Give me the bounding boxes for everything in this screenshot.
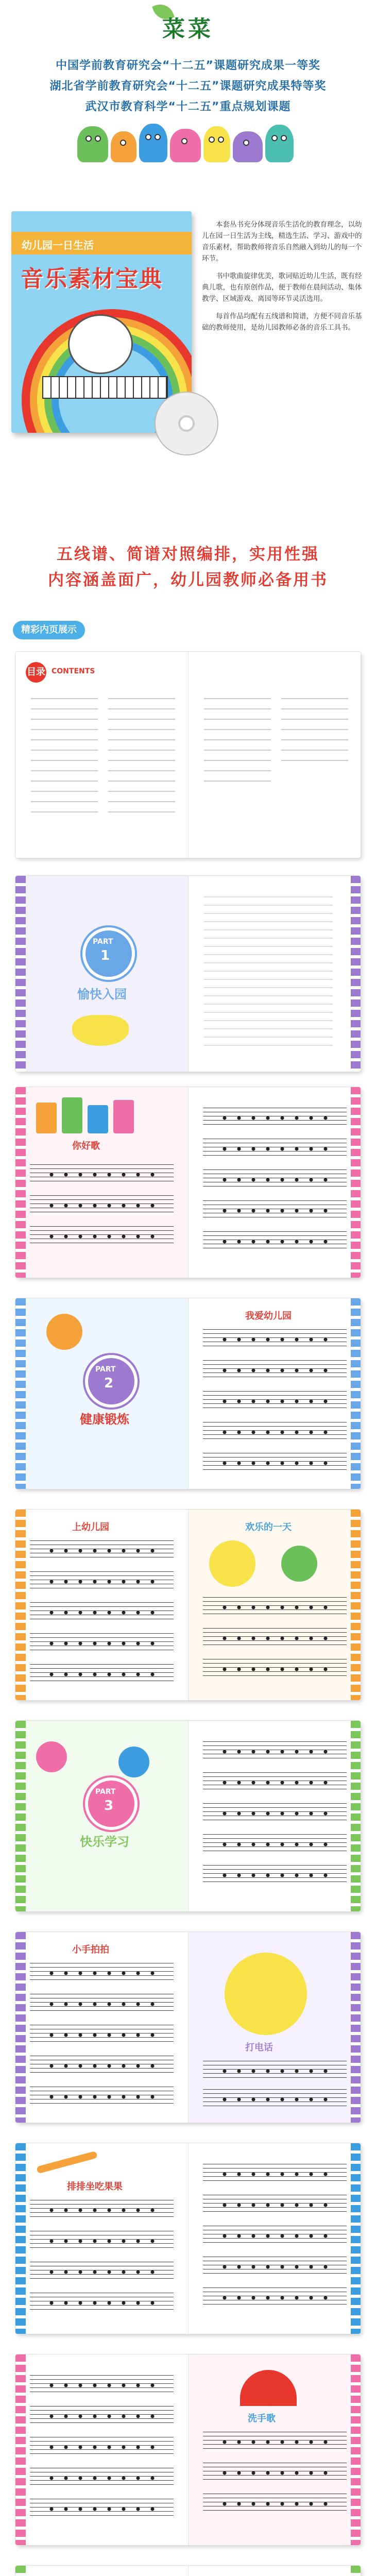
song-title: 排排坐吃果果	[67, 2181, 123, 2192]
part-title: 愉快入园	[77, 987, 127, 1002]
toc-heading: 目录	[26, 662, 46, 683]
spread-song6	[15, 2566, 361, 2576]
song-title: 上幼儿园	[72, 1522, 109, 1533]
part-title: 健康锻炼	[80, 1412, 129, 1427]
section-tag: 精彩内页展示	[13, 621, 85, 639]
spread-song5	[15, 2354, 361, 2545]
spread-part3	[15, 1721, 361, 1911]
song-title: 欢乐的一天	[245, 1522, 292, 1533]
song-title: 小手拍拍	[72, 1944, 109, 1955]
spread-toc	[15, 652, 361, 858]
song-title: 洗手歌	[248, 2413, 276, 2424]
description-paragraph: 每首作品均配有五线谱和简谱，方便不同音乐基础的教师使用，是幼儿园教师必备的音乐工具书。	[202, 312, 362, 332]
song-title: 你好歌	[72, 1141, 100, 1151]
cd-disc-icon	[155, 392, 218, 455]
spread-part1	[15, 876, 361, 1072]
part-number: 1	[100, 948, 110, 963]
honor-line-1: 中国学前教育研究会“十二五”课题研究成果一等奖	[56, 59, 320, 72]
spread-part2	[15, 1298, 361, 1489]
part-number: 3	[104, 1798, 114, 1814]
spread-song3	[15, 1932, 361, 2123]
bear-illustration	[68, 314, 133, 374]
spread-song2	[15, 1510, 361, 1700]
brand-title: 菜菜	[162, 16, 214, 42]
cover-subtitle: 幼儿园一日生活	[22, 239, 94, 251]
song-title: 我爱幼儿园	[245, 1311, 292, 1321]
toc-label: CONTENTS	[52, 667, 95, 675]
honor-line-3: 武汉市教育科学“十二五”重点规划课题	[85, 100, 291, 113]
slogan-line-2: 内容涵盖面广，幼儿园教师必备用书	[48, 571, 328, 589]
part-label: PART	[95, 1788, 116, 1796]
cover-title: 音乐素材宝典	[21, 266, 163, 292]
song-title: 打电话	[245, 2042, 273, 2053]
description-paragraph: 书中歌曲旋律优美，歌词贴近幼儿生活，既有经典儿歌，也有原创作品，便于教师在晨间活动、集体教学、区域游戏、离园等环节灵活选用。	[202, 272, 362, 303]
part-title: 快乐学习	[80, 1835, 129, 1849]
spread-song1	[15, 1087, 361, 1278]
part-number: 2	[104, 1376, 114, 1391]
spread-song4	[15, 2143, 361, 2334]
part-label: PART	[95, 1365, 116, 1374]
honor-line-2: 湖北省学前教育研究会“十二五”课题研究成果特等奖	[49, 80, 327, 93]
part-label: PART	[93, 938, 113, 946]
piano-illustration	[42, 376, 168, 399]
description-paragraph: 本套丛书充分体现音乐生活化的教育理念，以幼儿在园一日生活为主线，精选生活、学习、游戏中的音乐素材，帮助教师将音乐自然融入到幼儿的每一个环节。	[202, 221, 362, 263]
book-description	[202, 219, 367, 340]
slogan-line-1: 五线谱、简谱对照编排，实用性强	[57, 545, 319, 564]
